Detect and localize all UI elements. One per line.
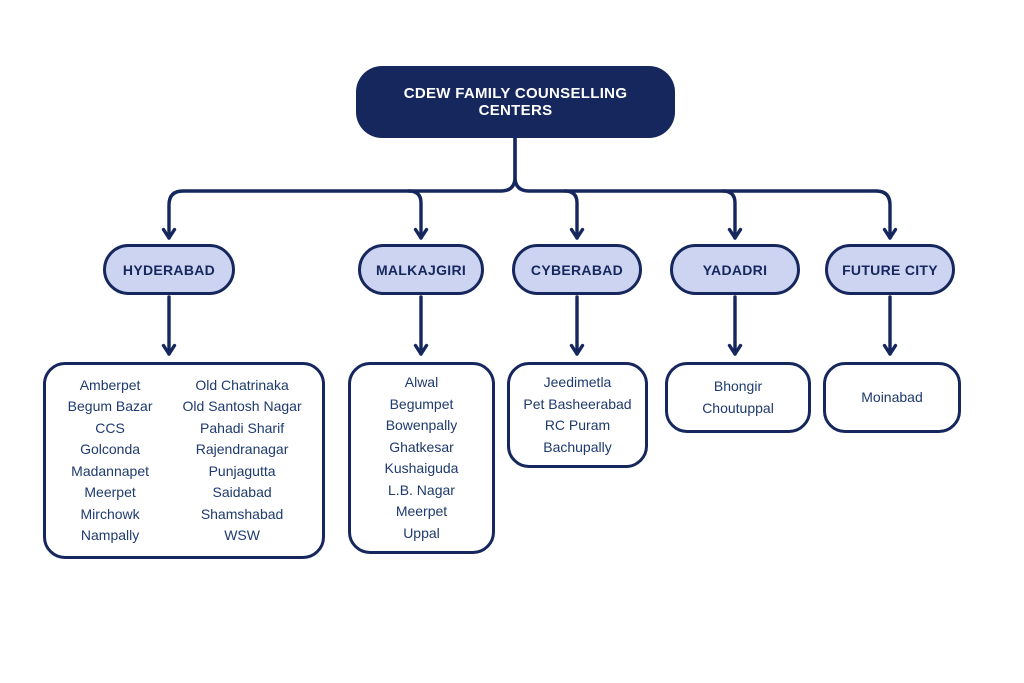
center-list-yadadri	[665, 362, 811, 433]
center-list-column: Moinabad	[861, 388, 923, 405]
branch-label: CYBERABAD	[530, 261, 624, 278]
branch-node-future-city	[825, 244, 955, 295]
center-list-malkajgiri	[348, 362, 495, 554]
center-list-column: Jeedimetla Pet Basheerabad RC Puram Bachupally	[523, 374, 632, 455]
center-list-column: Old Chatrinaka Old Santosh Nagar Pahadi Sharif Rajendranagar Punjagutta Saidabad Shamshabad WSW	[182, 376, 302, 543]
connector-root-to-cyberabad	[565, 191, 577, 238]
branch-node-cyberabad	[512, 244, 642, 295]
branch-label: HYDERABAD	[122, 261, 216, 278]
connector-root-to-hyderabad	[169, 137, 515, 238]
branch-label: MALKAJGIRI	[375, 261, 467, 278]
center-list-future-city	[823, 362, 961, 433]
center-list-column: Amberpet Begum Bazar CCS Golconda Madannapet Meerpet Mirchowk Nampally	[67, 376, 153, 543]
branch-node-hyderabad	[103, 244, 235, 295]
center-list-cyberabad	[507, 362, 648, 468]
center-list-column: Bhongir Choutuppal	[702, 378, 774, 416]
connector-root-to-malkajgiri	[409, 191, 421, 238]
branch-node-yadadri	[670, 244, 800, 295]
chart-title: CDEW FAMILY COUNSELLING CENTERS	[403, 85, 628, 119]
center-list-column: Alwal Begumpet Bowenpally Ghatkesar Kushaiguda L.B. Nagar Meerpet Uppal	[384, 374, 459, 541]
branch-label: YADADRI	[702, 261, 768, 278]
connector-root-to-future-city	[515, 137, 890, 238]
branch-node-malkajgiri	[358, 244, 484, 295]
connector-root-to-yadadri	[723, 191, 735, 238]
branch-label: FUTURE CITY	[842, 261, 938, 278]
center-list-hyderabad	[43, 362, 325, 559]
root-node-title	[356, 66, 675, 138]
